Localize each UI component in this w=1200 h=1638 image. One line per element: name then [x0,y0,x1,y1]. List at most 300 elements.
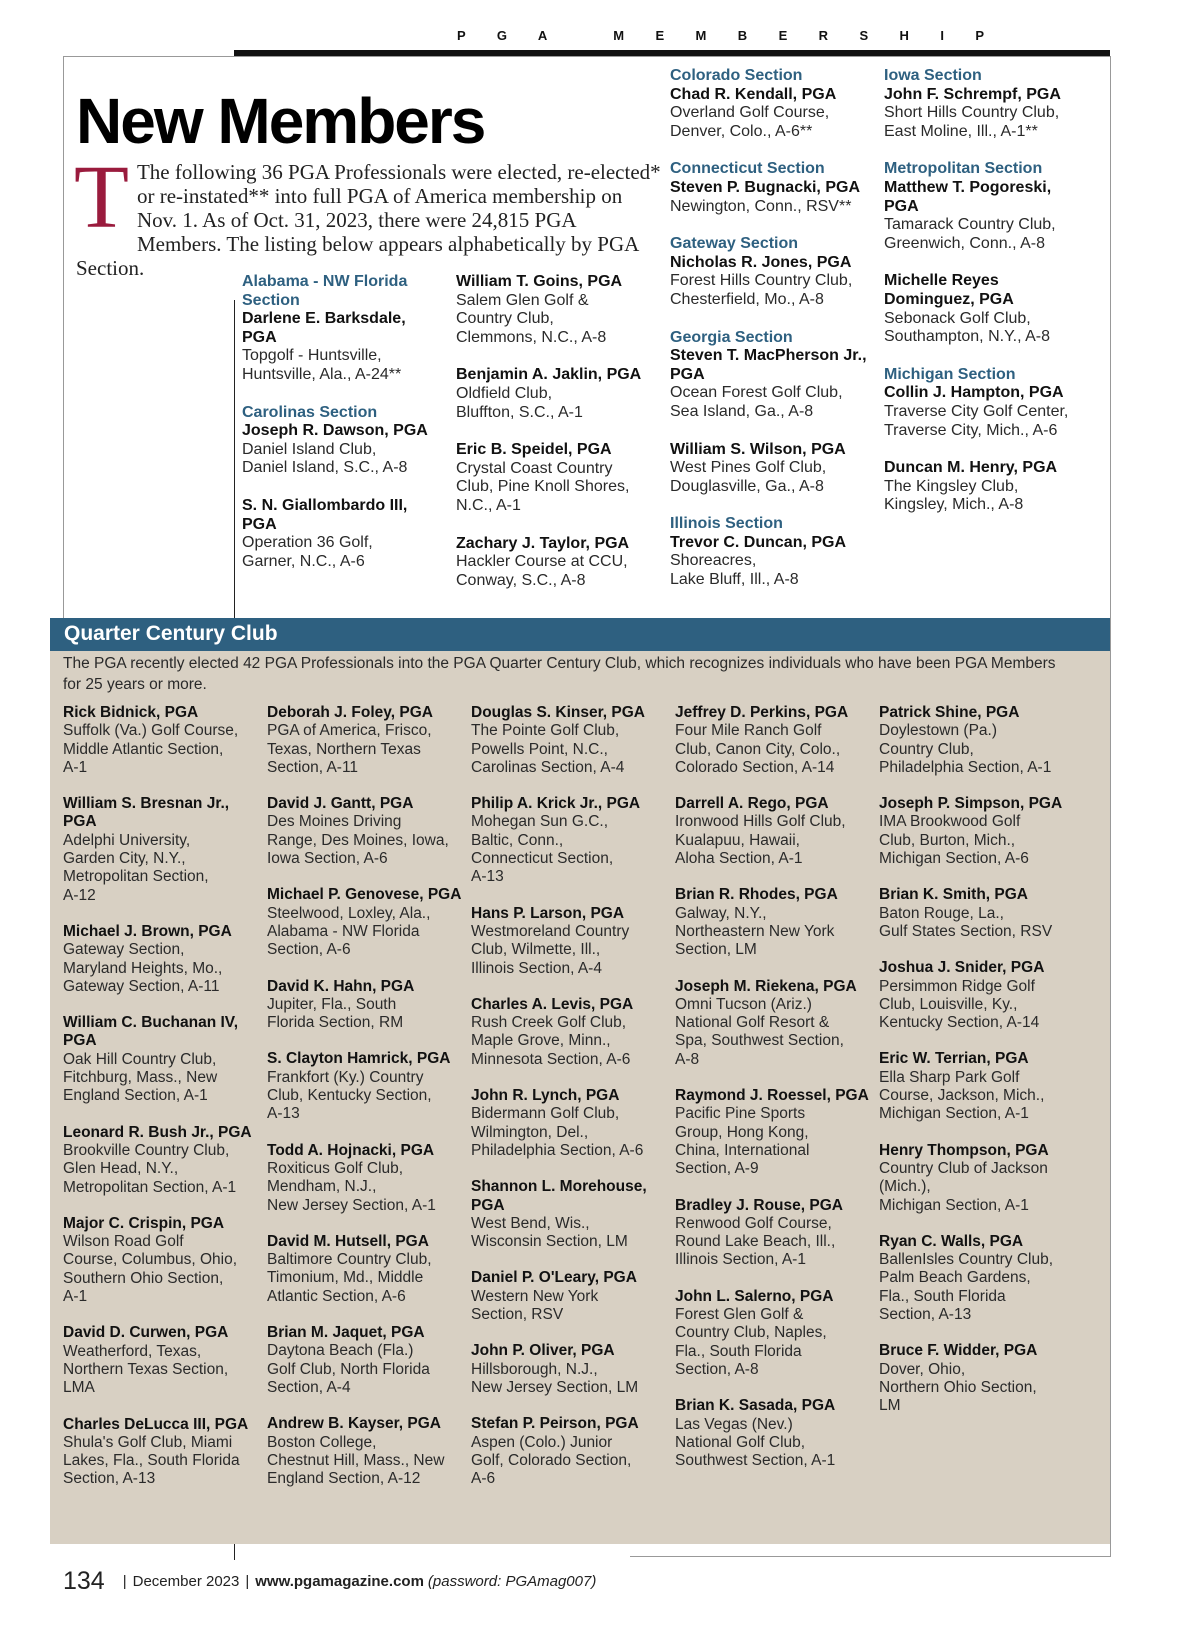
member-detail: Kentucky Section, A-14 [879,1014,1040,1032]
member-entry [267,795,463,868]
member-name: David D. Curwen, PGA [63,1324,229,1342]
member-name: William T. Goins, PGA [456,273,623,290]
member-detail: Jupiter, Fla., South [267,995,397,1013]
member-detail: Rush Creek Golf Club, [471,1014,627,1032]
member-detail: Douglasville, Ga., A-8 [670,477,824,495]
member-detail: Philadelphia Section, A-1 [879,758,1052,776]
member-entry [675,1288,871,1379]
member-detail: Western New York [471,1287,599,1305]
section-heading: Illinois Section [670,515,783,533]
member-entry [675,704,871,777]
member-detail: PGA of America, Frisco, [267,722,432,740]
member-entry [267,886,463,959]
member-detail: Country Club, [879,740,974,758]
member-detail: Garden City, N.Y., [63,850,186,868]
member-detail: Gateway Section, A-11 [63,977,220,995]
member-entry [471,1269,667,1324]
page-title: New Members [76,85,485,157]
member-detail: Greenwich, Conn., A-8 [884,234,1045,252]
member-entry [63,1416,259,1489]
member-detail: Texas, Northern Texas [267,740,421,758]
member-name: Joseph M. Riekena, PGA [675,977,857,995]
member-name: Joseph R. Dawson, PGA [242,422,428,440]
member-entry [675,1397,871,1470]
page-number: 134 [63,1567,105,1595]
member-detail: Round Lake Beach, Ill., [675,1233,836,1251]
member-name: Zachary J. Taylor, PGA [456,534,630,552]
member-detail: Section, A-11 [267,758,359,776]
member-detail: Forest Glen Golf & [675,1306,804,1324]
member-entry [675,1087,871,1178]
member-detail: LM [879,1397,901,1415]
member-detail: Boston College, [267,1433,377,1451]
member-name: Bradley J. Rouse, PGA [675,1196,843,1214]
member-entry [670,160,875,216]
member-detail: Course, Jackson, Mich., [879,1087,1045,1105]
member-detail: New Jersey Section, LM [471,1378,639,1396]
member-detail: Aloha Section, A-1 [675,850,803,868]
qcc-column-2 [267,704,463,1506]
member-name: Leonard R. Bush Jr., PGA [63,1123,252,1141]
issue-date: December 2023 [132,1573,240,1590]
member-detail: Club, Canon City, Colo., [675,740,841,758]
member-name: Henry Thompson, PGA [879,1141,1049,1159]
member-name: William C. Buchanan IV, PGA [63,1014,238,1050]
member-detail: Kualapuu, Hawaii, [675,831,800,849]
qcc-header-bar [50,618,1110,651]
member-entry [456,441,656,515]
member-detail: Section, RSV [471,1306,564,1324]
member-entry [63,1215,259,1306]
member-name: Rick Bidnick, PGA [63,704,199,721]
member-detail: Powells Point, N.C., [471,740,608,758]
member-detail: Operation 36 Golf, [242,534,373,552]
member-entry [884,366,1089,440]
member-name: Raymond J. Roessel, PGA [675,1087,869,1105]
member-name: David K. Hahn, PGA [267,977,415,995]
member-detail: Persimmon Ridge Golf [879,977,1035,995]
member-detail: Chestnut Hill, Mass., New [267,1451,445,1469]
member-name: Patrick Shine, PGA [879,704,1020,721]
member-name: Nicholas R. Jones, PGA [670,253,852,271]
member-detail: Lakes, Fla., South Florida [63,1452,240,1470]
member-entry [242,497,442,571]
member-detail: Suffolk (Va.) Golf Course, [63,722,239,740]
member-detail: Salem Glen Golf & [456,291,589,309]
member-detail: Garner, N.C., A-6 [242,552,365,570]
member-detail: Daniel Island, S.C., A-8 [242,459,408,477]
member-name: Todd A. Hojnacki, PGA [267,1141,435,1159]
member-entry [456,273,656,347]
member-name: Douglas S. Kinser, PGA [471,704,645,721]
qcc-column-3 [471,704,667,1506]
member-detail: Crystal Coast Country [456,459,613,477]
member-detail: Las Vegas (Nev.) [675,1415,793,1433]
member-detail: East Moline, Ill., A-1** [884,122,1038,140]
member-detail: (Mich.), [879,1178,931,1196]
member-name: Eric B. Speidel, PGA [456,441,612,459]
section-heading: Metropolitan Section [884,160,1043,178]
member-name: Brian K. Sasada, PGA [675,1397,836,1415]
member-detail: Sea Island, Ga., A-8 [670,402,814,420]
member-name: Chad R. Kendall, PGA [670,85,837,103]
member-detail: Renwood Golf Course, [675,1214,832,1232]
member-detail: Metropolitan Section, A-1 [63,1178,237,1196]
member-detail: Kingsley, Mich., A-8 [884,496,1024,514]
member-detail: Clemmons, N.C., A-8 [456,328,607,346]
section-heading: Gateway Section [670,235,799,253]
qcc-column-1 [63,704,259,1507]
member-detail: Golf Club, North Florida [267,1360,430,1378]
page-footer: 134 | December 2023 | www.pgamagazine.com (password: PGAmag007) [63,1567,597,1595]
member-detail: A-13 [267,1105,300,1123]
member-detail: Steelwood, Loxley, Ala., [267,904,431,922]
member-entry [471,1342,667,1397]
member-detail: Northern Texas Section, [63,1360,229,1378]
member-detail: Roxiticus Golf Club, [267,1159,404,1177]
member-detail: England Section, A-12 [267,1470,421,1488]
member-entry [670,329,875,422]
member-entry [267,1050,463,1123]
member-entry [879,1342,1075,1415]
member-detail: Section, A-13 [879,1306,972,1324]
member-detail: Mohegan Sun G.C., [471,813,608,831]
member-detail: England Section, A-1 [63,1087,208,1105]
member-name: Darlene E. Barksdale, PGA [242,310,406,346]
member-detail: Frankfort (Ky.) Country [267,1068,424,1086]
member-entry [471,795,667,886]
member-entry [63,1324,259,1397]
member-name: Joseph P. Simpson, PGA [879,795,1063,813]
member-detail: Baton Rouge, La., [879,904,1004,922]
member-name: John P. Oliver, PGA [471,1342,615,1360]
member-detail: New Jersey Section, A-1 [267,1196,436,1214]
frame-rule-right [1110,56,1111,1556]
member-name: Trevor C. Duncan, PGA [670,533,847,551]
member-name: Eric W. Terrian, PGA [879,1050,1029,1068]
member-detail: Bluffton, S.C., A-1 [456,403,583,421]
member-detail: Atlantic Section, A-6 [267,1287,406,1305]
member-detail: Sebonack Golf Club, [884,309,1031,327]
qcc-intro: The PGA recently elected 42 PGA Professionals into the PGA Quarter Century Club, which recognizes individuals who have been PGA Members for 25 years or more. [63,655,1056,693]
member-entry [242,404,442,478]
section-heading: Carolinas Section [242,403,378,421]
member-detail: Illinois Section, A-4 [471,959,602,977]
member-entry [879,704,1075,777]
member-name: Duncan M. Henry, PGA [884,459,1058,477]
member-detail: Northern Ohio Section, [879,1378,1037,1396]
member-detail: LMA [63,1379,95,1397]
member-detail: Connecticut Section, [471,850,614,868]
section-heading: Michigan Section [884,365,1016,383]
member-detail: Country Club of Jackson [879,1159,1048,1177]
member-detail: Section, A-4 [267,1378,351,1396]
member-detail: A-1 [63,1288,88,1306]
member-detail: Golf, Colorado Section, [471,1451,632,1469]
member-name: Brian M. Jaquet, PGA [267,1324,425,1342]
member-detail: Hackler Course at CCU, [456,553,628,571]
member-entry [471,996,667,1069]
member-name: Collin J. Hampton, PGA [884,384,1064,402]
member-detail: A-13 [471,868,504,886]
member-entry [267,1324,463,1397]
member-detail: Glen Head, N.Y., [63,1160,179,1178]
member-detail: Country Club, Naples, [675,1324,827,1342]
member-detail: Alabama - NW Florida [267,922,420,940]
member-detail: National Golf Resort & [675,1014,830,1032]
member-entry [471,1087,667,1160]
member-detail: Topgolf - Huntsville, [242,347,382,365]
member-entry [879,795,1075,868]
member-name: Brian R. Rhodes, PGA [675,886,838,904]
member-entry [242,273,442,385]
member-detail: Ella Sharp Park Golf [879,1068,1020,1086]
member-detail: Michigan Section, A-1 [879,1105,1029,1123]
member-entry [879,1050,1075,1123]
member-name: Michelle Reyes Dominguez, PGA [884,272,1014,308]
member-entry [879,1233,1075,1324]
member-detail: Denver, Colo., A-6** [670,122,813,140]
member-entry [456,535,656,591]
member-name: Matthew T. Pogoreski, PGA [884,178,1052,215]
member-detail: Shula's Golf Club, Miami [63,1433,233,1451]
member-detail: Hillsborough, N.J., [471,1360,598,1378]
member-name: David M. Hutsell, PGA [267,1232,429,1250]
member-detail: Fla., South Florida [879,1287,1006,1305]
member-detail: Section, A-13 [63,1470,156,1488]
member-entry [675,795,871,868]
member-detail: Brookville Country Club, [63,1141,230,1159]
member-entry [879,1142,1075,1215]
member-entry [63,704,259,777]
member-name: Benjamin A. Jaklin, PGA [456,366,642,384]
member-detail: Middle Atlantic Section, [63,740,224,758]
member-entry [884,459,1089,515]
member-detail: Club, Kentucky Section, [267,1087,432,1105]
section-heading: Georgia Section [670,328,793,346]
member-entry [670,235,875,309]
new-members-column-1 [242,273,442,590]
member-detail: Shoreacres, [670,552,757,570]
member-detail: Huntsville, Ala., A-24** [242,365,402,383]
member-detail: Minnesota Section, A-6 [471,1050,631,1068]
member-detail: Southwest Section, A-1 [675,1452,836,1470]
member-detail: Fitchburg, Mass., New [63,1069,218,1087]
section-heading: Colorado Section [670,67,803,84]
member-detail: Tamarack Country Club, [884,216,1056,234]
member-entry [884,272,1089,346]
member-name: Shannon L. Morehouse, PGA [471,1178,647,1214]
member-entry [675,1197,871,1270]
member-detail: Michigan Section, A-6 [879,850,1029,868]
drop-cap: T [74,148,129,247]
member-entry [879,886,1075,941]
member-detail: Oak Hill Country Club, [63,1050,217,1068]
member-detail: Carolinas Section, A-4 [471,758,625,776]
password-note: (password: PGAmag007) [427,1573,597,1590]
member-entry [267,1415,463,1488]
member-name: Andrew B. Kayser, PGA [267,1415,442,1433]
member-detail: Ironwood Hills Golf Club, [675,813,846,831]
member-detail: Gateway Section, [63,941,185,959]
new-members-column-2 [456,273,656,609]
member-detail: Doylestown (Pa.) [879,722,998,740]
member-detail: Section, LM [675,941,757,959]
member-name: Hans P. Larson, PGA [471,904,625,922]
member-detail: Overland Golf Course, [670,104,830,122]
new-members-column-4 [884,67,1089,534]
member-detail: Mendham, N.J., [267,1178,377,1196]
member-detail: Des Moines Driving [267,813,402,831]
frame-rule-left [63,56,64,626]
member-name: William S. Wilson, PGA [670,440,846,458]
member-name: Charles A. Levis, PGA [471,995,634,1013]
member-detail: Wisconsin Section, LM [471,1233,628,1251]
member-name: Darrell A. Rego, PGA [675,795,829,813]
member-name: Jeffrey D. Perkins, PGA [675,704,849,721]
qcc-column-4 [675,704,871,1488]
member-entry [456,366,656,422]
member-detail: Pacific Pine Sports [675,1105,806,1123]
member-detail: Forest Hills Country Club, [670,272,853,290]
website-link[interactable]: www.pgamagazine.com [255,1573,424,1590]
member-detail: Weatherford, Texas, [63,1342,202,1360]
member-entry [670,441,875,497]
member-detail: Short Hills Country Club, [884,104,1060,122]
member-name: Philip A. Krick Jr., PGA [471,795,641,813]
member-entry [471,704,667,777]
member-detail: Club, Burton, Mich., [879,831,1016,849]
member-detail: Iowa Section, A-6 [267,850,388,868]
member-name: S. Clayton Hamrick, PGA [267,1050,451,1068]
member-entry [884,67,1089,141]
member-detail: China, International [675,1141,810,1159]
member-detail: Daytona Beach (Fla.) [267,1342,414,1360]
member-detail: Wilson Road Golf [63,1233,184,1251]
member-detail: Oldfield Club, [456,384,553,402]
member-detail: Wilmington, Del., [471,1123,589,1141]
member-detail: Dover, Ohio, [879,1360,966,1378]
member-entry [675,886,871,959]
member-detail: Maryland Heights, Mo., [63,959,223,977]
member-name: Ryan C. Walls, PGA [879,1232,1024,1250]
member-name: Stefan P. Peirson, PGA [471,1415,639,1433]
member-detail: Club, Pine Knoll Shores, [456,478,630,496]
section-heading: Alabama - NW Florida Section [242,273,408,309]
member-name: Steven T. MacPherson Jr., PGA [670,347,867,383]
member-name: Michael J. Brown, PGA [63,922,232,940]
member-detail: Range, Des Moines, Iowa, [267,831,449,849]
member-detail: Spa, Southwest Section, [675,1032,844,1050]
member-entry [267,978,463,1033]
member-detail: Lake Bluff, Ill., A-8 [670,571,799,589]
member-entry [267,1142,463,1215]
member-detail: Michigan Section, A-1 [879,1196,1029,1214]
member-detail: Timonium, Md., Middle [267,1269,424,1287]
member-detail: Country Club, [456,310,554,328]
member-name: David J. Gantt, PGA [267,795,414,813]
member-detail: Maple Grove, Minn., [471,1032,611,1050]
member-entry [879,959,1075,1032]
section-heading: Connecticut Section [670,160,825,178]
member-detail: Galway, N.Y., [675,904,767,922]
member-entry [471,1415,667,1488]
member-detail: Westmoreland Country [471,922,630,940]
member-detail: Group, Hong Kong, [675,1123,809,1141]
member-detail: Conway, S.C., A-8 [456,571,586,589]
member-entry [471,905,667,978]
member-entry [63,795,259,905]
intro-paragraph [74,148,662,280]
member-detail: Section, A-6 [267,941,351,959]
member-detail: A-1 [63,758,88,776]
member-detail: Colorado Section, A-14 [675,758,835,776]
section-heading: Iowa Section [884,67,982,84]
member-detail: Philadelphia Section, A-6 [471,1141,644,1159]
member-name: Steven P. Bugnacki, PGA [670,178,860,196]
member-name: S. N. Giallombardo III, PGA [242,496,408,533]
member-detail: A-6 [471,1470,496,1488]
member-detail: Traverse City Golf Center, [884,402,1069,420]
member-detail: Ocean Forest Golf Club, [670,384,843,402]
member-name: John F. Schrempf, PGA [884,85,1061,103]
member-detail: National Golf Club, [675,1433,806,1451]
member-detail: Adelphi University, [63,831,191,849]
member-detail: Baltic, Conn., [471,831,564,849]
member-detail: Baltimore Country Club, [267,1251,432,1269]
member-name: Charles DeLucca III, PGA [63,1415,249,1433]
qcc-column-5 [879,704,1075,1434]
member-entry [675,978,871,1069]
member-detail: Palm Beach Gardens, [879,1269,1031,1287]
member-detail: Southern Ohio Section, [63,1269,224,1287]
member-detail: Gulf States Section, RSV [879,922,1053,940]
member-detail: Bidermann Golf Club, [471,1105,620,1123]
member-entry [471,1178,667,1251]
section-kicker: P G A M E M B E R S H I P [457,28,998,43]
member-name: Joshua J. Snider, PGA [879,959,1045,977]
member-detail: Southampton, N.Y., A-8 [884,328,1051,346]
member-name: Brian K. Smith, PGA [879,886,1028,904]
member-detail: A-8 [675,1050,700,1068]
member-detail: The Pointe Golf Club, [471,722,620,740]
member-detail: N.C., A-1 [456,496,521,514]
member-detail: IMA Brookwood Golf [879,813,1021,831]
member-name: Bruce F. Widder, PGA [879,1342,1038,1360]
member-detail: Club, Wilmette, Ill., [471,941,601,959]
member-detail: Fla., South Florida [675,1342,802,1360]
member-name: William S. Bresnan Jr., PGA [63,795,230,831]
member-detail: Omni Tucson (Ariz.) [675,995,812,1013]
member-detail: Northeastern New York [675,922,835,940]
member-detail: Club, Louisville, Ky., [879,995,1018,1013]
member-entry [670,67,875,141]
member-name: John R. Lynch, PGA [471,1087,620,1105]
member-detail: Newington, Conn., RSV** [670,197,852,215]
member-detail: Section, A-8 [675,1360,759,1378]
member-detail: Metropolitan Section, [63,868,209,886]
member-entry [267,1233,463,1306]
member-entry [267,704,463,777]
member-detail: Section, A-9 [675,1160,759,1178]
member-detail: BallenIsles Country Club, [879,1251,1054,1269]
member-detail: A-12 [63,886,96,904]
member-name: Deborah J. Foley, PGA [267,704,433,721]
member-name: Major C. Crispin, PGA [63,1214,225,1232]
member-detail: Four Mile Ranch Golf [675,722,822,740]
member-detail: Illinois Section, A-1 [675,1251,806,1269]
member-detail: Chesterfield, Mo., A-8 [670,290,824,308]
